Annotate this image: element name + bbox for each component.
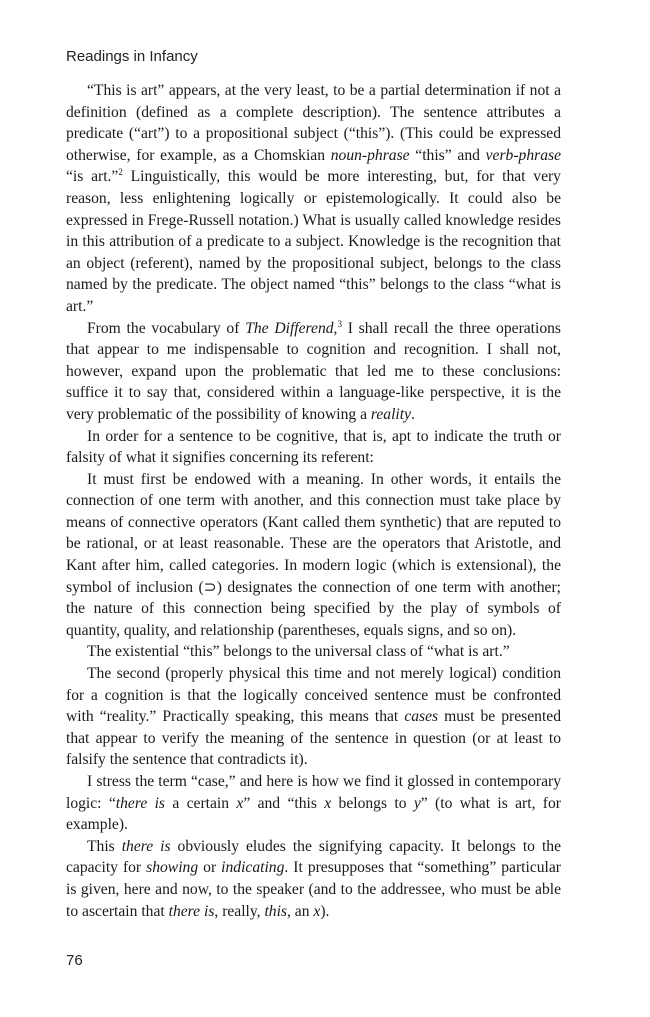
paragraph-4: It must first be endowed with a meaning. In other words, it entails the connection of one term with another, and this connection must take place by means of connective operators (Kant called them synthetic) that are reputed to be rational, or at least reasonable. These are the operators that Aristotle, and Kant after him, called categories. In modern logic (which is extensional), the symbol of inclusion (⊃) designates the connection of one term with another; the nature of this connection being specified by the play of symbols of quantity, quality, and relationship (parentheses, equals signs, and so on). — [66, 470, 561, 639]
running-head: Readings in Infancy — [66, 48, 198, 65]
paragraph-6: The second (properly physical this time and not merely logical) condition for a cognition is that the logically conceived sentence must be confronted with “reality.” Practically speaking, this means that cases must be presented that appear to verify the meaning of the sentence in question (or at least to falsify the sentence that contradicts it). — [66, 665, 561, 769]
paragraph-5: The existential “this” belongs to the universal class of “what is art.” — [87, 643, 510, 661]
body-text — [66, 80, 561, 922]
footnote-ref-3: 3 — [337, 318, 342, 329]
paragraph-8: This there is obviously eludes the signifying capacity. It belongs to the capacity for showing or indicating. It presupposes that “something” particular is given, here and now, to the speaker (and to the addressee, who must be able to ascertain that there is, really, this, an x). — [66, 837, 561, 920]
page-number: 76 — [66, 952, 83, 969]
paragraph-2: From the vocabulary of The Differend,$^3$ I shall recall the three operations that appear to me indispensable to cognition and recognition. I shall not, however, expand upon the problematic that led me to these conclusions: suffice it to say that, considered within a language-like perspective, it is the very problematic of the possibility of knowing a reality. — [66, 318, 562, 423]
footnote-ref-2: 2 — [118, 167, 123, 178]
paragraph-1: “This is art” appears, at the very least, to be a partial determination if not a definition (defined as a complete description). The sentence attributes a predicate (“art”) to a propositional subject (“this”). (This could be expressed otherwise, for example, as a Chomskian noun-phrase “this” and verb-phrase “is art.”$^2$ Linguistically, this would be more interesting, but, for that very reason, less enlightening logically or epistemologically. It could also be expressed in Frege-Russell notation.) What is usually called knowledge resides in this attribution of a predicate to a subject. Knowledge is the recognition that an object (referent), named by the propositional subject, belongs to the class named by the predicate. The object named “this” belongs to the class “what is art.” — [66, 82, 561, 315]
paragraph-7: I stress the term “case,” and here is how we find it glossed in contemporary logic: “there is a certain x” and “this x belongs to y” (to what is art, for example). — [66, 773, 561, 834]
paragraph-3: In order for a sentence to be cognitive, that is, apt to indicate the truth or falsity of what it signifies concerning its referent: — [66, 427, 561, 467]
